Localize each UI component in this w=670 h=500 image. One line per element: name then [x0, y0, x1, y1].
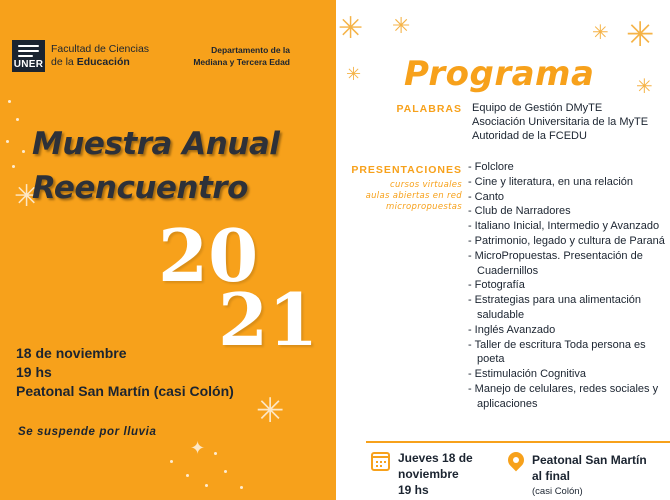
footer-date	[398, 450, 473, 498]
sparkle-decoration-icon: ✳	[392, 14, 411, 39]
dot-decoration	[214, 452, 217, 455]
program-title: Programa	[404, 54, 595, 94]
sparkle-decoration-icon: ✦	[190, 438, 206, 459]
faculty-line2-bold: Educación	[76, 56, 130, 68]
list-item-text: Estimulación Cognitiva	[474, 368, 586, 381]
dot-decoration	[205, 484, 208, 487]
list-item-text: Italiano Inicial, Intermedio y Avanzado	[474, 220, 660, 233]
footer-date-line2: noviembre	[398, 467, 459, 481]
list-item: - Canto	[468, 190, 505, 203]
sparkle-decoration-icon: ✳	[14, 179, 40, 214]
presentaciones-sub-line: aulas abiertas en red	[365, 191, 462, 201]
sparkle-decoration-icon: ✳	[338, 11, 364, 46]
event-details	[16, 344, 234, 401]
list-item-text: Taller de escritura Toda persona es poeta	[474, 338, 646, 366]
list-item: - Patrimonio, legado y cultura de Paraná	[468, 234, 665, 247]
presentaciones-list	[468, 160, 668, 412]
presentaciones-sub-line: micropropuestas	[385, 202, 462, 212]
list-item: - MicroPropuestas. Presentación de Cuadernillos	[468, 249, 643, 277]
event-date: 18 de noviembre	[16, 345, 127, 361]
uner-logo	[12, 40, 45, 72]
list-item: - Folclore	[468, 161, 514, 173]
list-item: - Taller de escritura Toda persona es poeta	[468, 338, 646, 366]
dot-decoration	[12, 165, 15, 168]
footer-place-line2: al final	[532, 469, 571, 483]
list-item-text: Fotografía	[474, 279, 525, 292]
list-item-text: Patrimonio, legado y cultura de Paraná	[474, 234, 665, 247]
list-item: - Cine y literatura, en una relación	[468, 175, 634, 188]
rain-note: Se suspende por lluvia	[18, 426, 157, 438]
palabras-item: Equipo de Gestión DMyTE	[472, 102, 603, 114]
list-item: - Estimulación Cognitiva	[468, 368, 586, 381]
list-item-text: Canto	[474, 190, 505, 203]
department-name	[193, 44, 290, 68]
palabras-label: PALABRAS	[396, 103, 462, 115]
footer-date-line1: Jueves 18 de	[398, 451, 473, 465]
footer-date-line3: 19 hs	[398, 483, 429, 497]
list-item: - Estrategias para una alimentación saludable	[468, 294, 641, 321]
dot-decoration	[224, 470, 227, 473]
faculty-name	[51, 43, 149, 69]
faculty-line2	[51, 56, 149, 69]
presentaciones-label: PRESENTACIONES	[351, 164, 462, 176]
dot-decoration	[6, 140, 9, 143]
dot-decoration	[22, 150, 25, 153]
department-line1: Departamento de la	[211, 45, 290, 55]
list-item-text: Estrategias para una alimentación saludable	[474, 294, 641, 321]
list-item: - Manejo de celulares, redes sociales y aplicaciones	[468, 382, 659, 410]
list-item-text: Folclore	[474, 161, 514, 173]
palabras-item: Autoridad de la FCEDU	[472, 130, 587, 142]
footer-place	[532, 452, 647, 500]
year-top: 20	[158, 213, 259, 298]
sparkle-decoration-icon: ✳	[592, 20, 609, 44]
footer-place-line1: Peatonal San Martín	[532, 453, 647, 467]
presentaciones-subtitle	[366, 180, 462, 213]
dot-decoration	[240, 486, 243, 489]
list-item: - Club de Narradores	[468, 205, 571, 218]
presentaciones-sub-line: cursos virtuales	[390, 180, 462, 190]
faculty-line2-prefix: de la	[51, 56, 77, 68]
footer-divider	[366, 441, 670, 443]
dot-decoration	[8, 100, 11, 103]
list-item-text: Club de Narradores	[474, 205, 571, 218]
sparkle-decoration-icon: ✳	[626, 15, 655, 55]
dot-decoration	[16, 118, 19, 121]
right-panel	[336, 0, 670, 500]
faculty-line1: Facultad de Ciencias	[51, 43, 150, 55]
calendar-icon	[371, 452, 390, 471]
list-item-text: Cine y literatura, en una relación	[474, 175, 634, 188]
list-item: - Inglés Avanzado	[468, 323, 556, 336]
department-line2: Mediana y Tercera Edad	[193, 57, 290, 67]
event-title-line2: Reencuentro	[32, 170, 248, 206]
list-item-text: Manejo de celulares, redes sociales y aplicaciones	[474, 382, 659, 410]
logo-text: UNER	[13, 59, 44, 70]
event-title-line1: Muestra Anual	[32, 126, 280, 162]
sparkle-decoration-icon: ✳	[636, 74, 653, 98]
list-item: - Fotografía	[468, 279, 525, 292]
dot-decoration	[170, 460, 173, 463]
footer-place-line3: (casi Colón)	[532, 486, 583, 497]
palabras-item: Asociación Universitaria de la MyTE	[472, 116, 649, 128]
sparkle-decoration-icon: ✳	[346, 64, 362, 85]
event-place: Peatonal San Martín (casi Colón)	[16, 383, 234, 399]
sparkle-decoration-icon: ✳	[256, 391, 285, 431]
list-item-text: MicroPropuestas. Presentación de Cuadernillos	[474, 249, 643, 277]
event-time: 19 hs	[16, 364, 52, 380]
list-item-text: Inglés Avanzado	[474, 323, 556, 336]
list-item: - Italiano Inicial, Intermedio y Avanzado	[468, 220, 660, 233]
year-bottom: 21	[218, 277, 319, 362]
location-pin-icon	[505, 449, 528, 472]
dot-decoration	[186, 474, 189, 477]
